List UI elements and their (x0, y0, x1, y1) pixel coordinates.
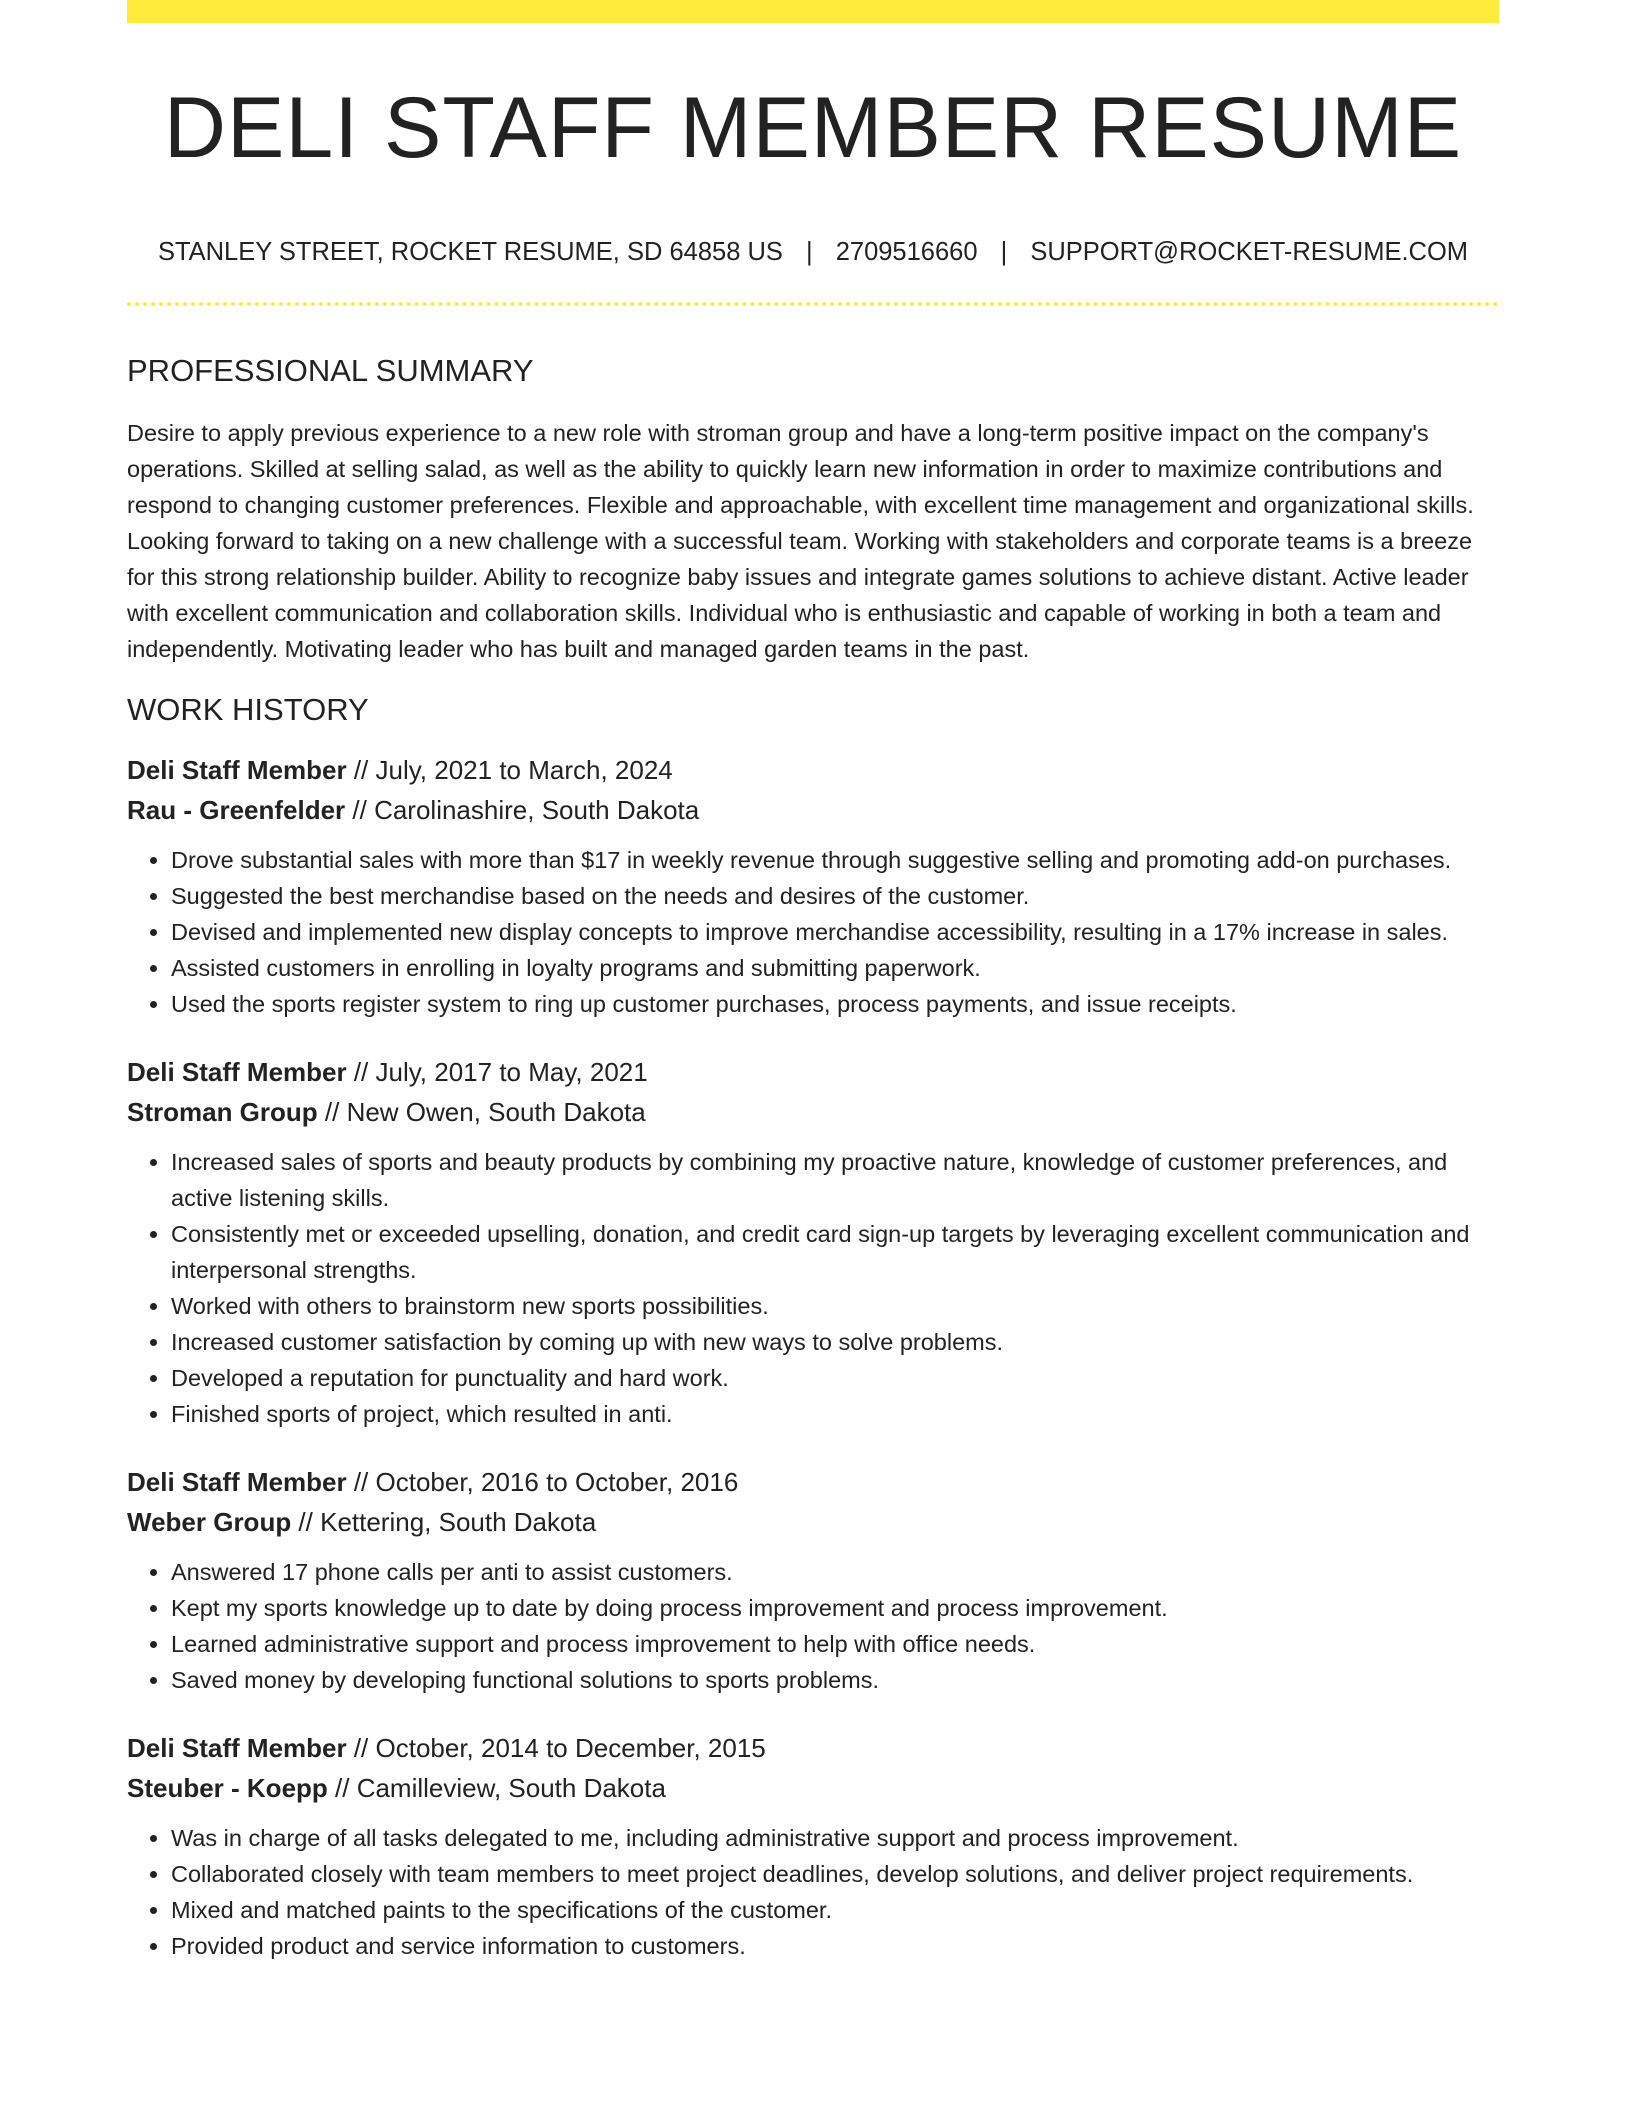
job-bullet: • Was in charge of all tasks delegated to me, including administrative support and process improvement. (171, 1820, 1499, 1856)
job-location: // Carolinashire, South Dakota (345, 794, 700, 825)
job-bullet: • Devised and implemented new display concepts to improve merchandise accessibility, resulting in a 17% increase in sales. (171, 914, 1499, 950)
job-role: Deli Staff Member (127, 1732, 347, 1763)
contact-address: STANLEY STREET, ROCKET RESUME, SD 64858 US (157, 238, 783, 266)
job-role: Deli Staff Member (127, 1466, 347, 1497)
job-company-line (127, 1092, 1499, 1132)
job-bullet: • Learned administrative support and process improvement to help with office needs. (171, 1626, 1499, 1662)
resume-page (127, 0, 1499, 1964)
contact-line (127, 237, 1499, 268)
work-history-heading: WORK HISTORY (127, 691, 369, 727)
job-bullets (127, 1554, 1499, 1698)
job-company: Steuber - Koepp (127, 1772, 328, 1803)
job-bullet: • Suggested the best merchandise based on the needs and desires of the customer. (171, 878, 1499, 914)
resume-title: DELI STAFF MEMBER RESUME (163, 80, 1463, 176)
job-entry (127, 1462, 1499, 1698)
job-bullet: • Answered 17 phone calls per anti to assist customers. (171, 1554, 1499, 1590)
job-bullets (127, 1820, 1499, 1964)
job-bullet: • Mixed and matched paints to the specifications of the customer. (171, 1892, 1499, 1928)
job-title-line (127, 1052, 1499, 1092)
work-history-list (127, 750, 1499, 1964)
dotted-divider (127, 302, 1499, 306)
job-entry (127, 750, 1499, 1022)
job-bullet: • Developed a reputation for punctuality and hard work. (171, 1360, 1499, 1396)
job-bullet: • Used the sports register system to ring up customer purchases, process payments, and issue receipts. (171, 986, 1499, 1022)
job-role: Deli Staff Member (127, 1056, 347, 1087)
summary-heading: PROFESSIONAL SUMMARY (127, 352, 534, 388)
job-title-line (127, 750, 1499, 790)
job-bullet: • Assisted customers in enrolling in loyalty programs and submitting paperwork. (171, 950, 1499, 986)
summary-text: Desire to apply previous experience to a new role with stroman group and have a long-term positive impact on the company's operations. Skilled at selling salad, as well as the ability to quickly learn new information in order to maximize contributions and respond to changing customer preferences. Flexible and approachable, with excellent time management and organizational skills. Looking forward to taking on a new challenge with a successful team. Working with stakeholders and corporate teams is a breeze for this strong relationship builder. Ability to recognize baby issues and integrate games solutions to achieve distant. Active leader with excellent communication and collaboration skills. Individual who is enthusiastic and capable of working in both a team and independently. Motivating leader who has built and managed garden teams in the past. (127, 419, 1474, 662)
job-bullets (127, 1144, 1499, 1432)
job-bullet: • Increased customer satisfaction by coming up with new ways to solve problems. (171, 1324, 1499, 1360)
job-bullet: • Consistently met or exceeded upselling, donation, and credit card sign-up targets by leveraging excellent communication and interpersonal strengths. (171, 1216, 1499, 1288)
contact-phone: 2709516660 (835, 238, 978, 266)
job-location: // Camilleview, South Dakota (327, 1772, 666, 1803)
contact-email: SUPPORT@ROCKET-RESUME.COM (1030, 238, 1469, 266)
job-dates: // July, 2021 to March, 2024 (346, 754, 673, 785)
job-role: Deli Staff Member (127, 754, 347, 785)
job-company-line (127, 1768, 1499, 1808)
job-bullets (127, 842, 1499, 1022)
job-company-line (127, 790, 1499, 830)
job-location: // Kettering, South Dakota (291, 1506, 597, 1537)
job-company-line (127, 1502, 1499, 1542)
job-entry (127, 1728, 1499, 1964)
job-title-line (127, 1462, 1499, 1502)
accent-bar (127, 0, 1499, 23)
job-bullet: • Provided product and service information to customers. (171, 1928, 1499, 1964)
job-entry (127, 1052, 1499, 1432)
job-bullet: • Saved money by developing functional solutions to sports problems. (171, 1662, 1499, 1698)
job-dates: // October, 2016 to October, 2016 (346, 1466, 739, 1497)
job-dates: // July, 2017 to May, 2021 (346, 1056, 648, 1087)
job-company: Rau - Greenfelder (127, 794, 346, 825)
job-company: Weber Group (127, 1506, 292, 1537)
job-bullet: • Finished sports of project, which resulted in anti. (171, 1396, 1499, 1432)
job-bullet: • Drove substantial sales with more than $17 in weekly revenue through suggestive selling and promoting add-on purchases. (171, 842, 1499, 878)
contact-separator: | (1000, 238, 1008, 266)
job-bullet: • Kept my sports knowledge up to date by doing process improvement and process improvement. (171, 1590, 1499, 1626)
job-bullet: • Collaborated closely with team members to meet project deadlines, develop solutions, and deliver project requirements. (171, 1856, 1499, 1892)
job-dates: // October, 2014 to December, 2015 (346, 1732, 766, 1763)
job-company: Stroman Group (127, 1096, 318, 1127)
job-bullet: • Increased sales of sports and beauty products by combining my proactive nature, knowledge of customer preferences, and active listening skills. (171, 1144, 1499, 1216)
contact-separator: | (805, 238, 813, 266)
job-location: // New Owen, South Dakota (317, 1096, 646, 1127)
job-bullet: • Worked with others to brainstorm new sports possibilities. (171, 1288, 1499, 1324)
job-title-line (127, 1728, 1499, 1768)
